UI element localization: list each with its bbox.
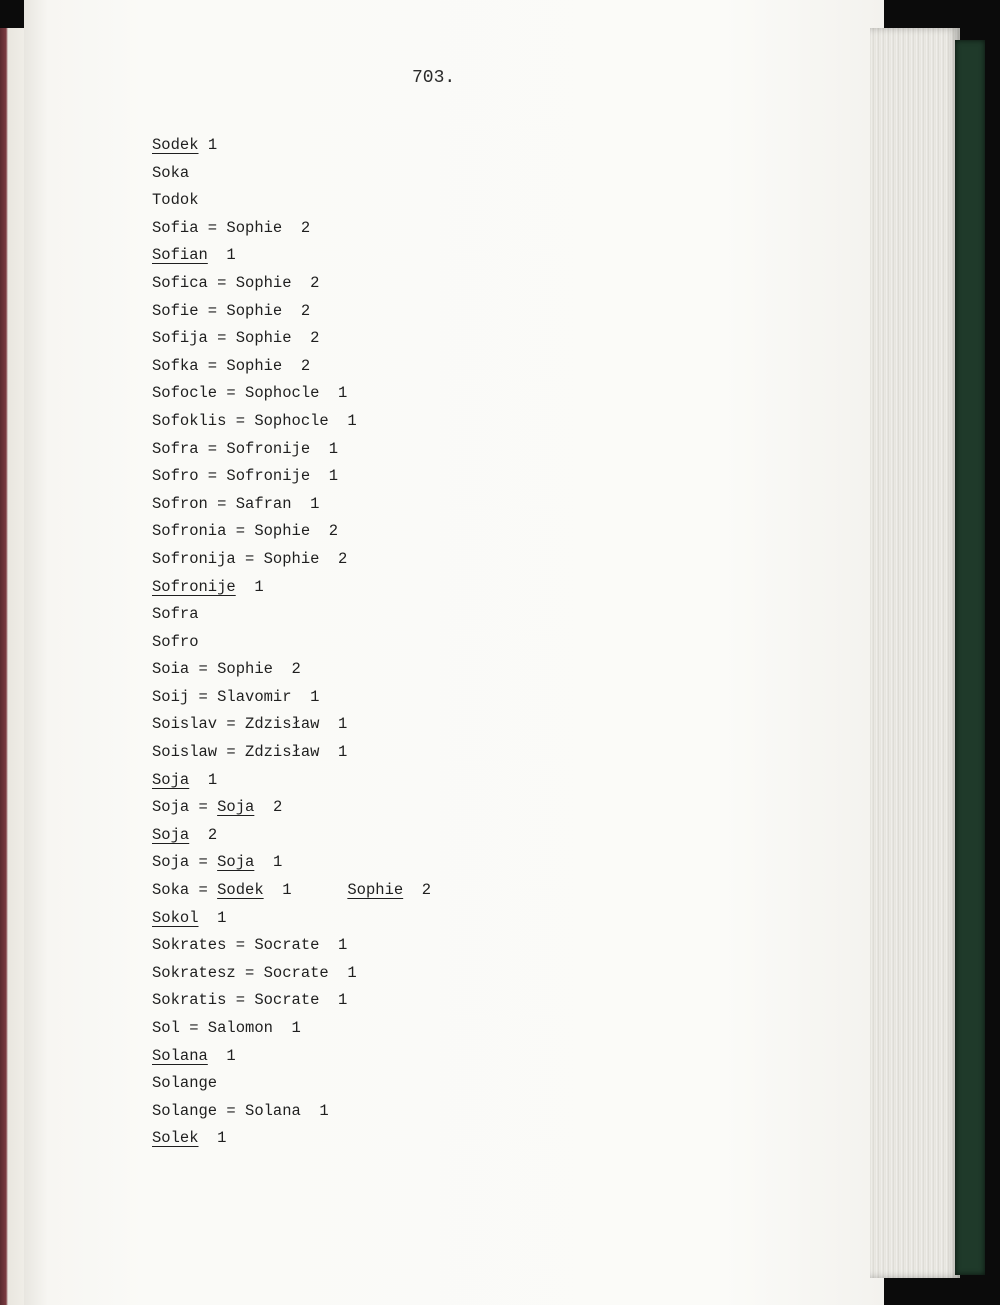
entry-text: Sofian xyxy=(152,246,208,265)
entry-reference: Sophie xyxy=(347,881,404,900)
entry-line xyxy=(152,298,431,326)
entry-reference: Soja xyxy=(217,853,255,872)
entry-count: 1 xyxy=(198,136,218,154)
entry-text: Sofie = Sophie 2 xyxy=(152,301,311,320)
entry-text: Sokrates = Socrate 1 xyxy=(152,936,348,955)
entry-text: Sofro xyxy=(152,632,199,651)
entry-count: 1 xyxy=(189,770,218,789)
entry-line xyxy=(152,1098,431,1126)
entry-text: Sokratis = Socrate 1 xyxy=(152,991,348,1010)
entry-line xyxy=(152,270,431,298)
entry-text: Soislav = Zdzisław 1 xyxy=(152,715,348,734)
entry-text: Sofro = Sofronije 1 xyxy=(152,467,339,486)
entry-line xyxy=(152,574,431,602)
entry-text: Soja = xyxy=(152,798,218,817)
entry-text: Sofoklis = Sophocle 1 xyxy=(152,411,357,430)
entry-line xyxy=(152,408,431,436)
entry-text: Soja = xyxy=(152,853,218,872)
entry-count: 1 xyxy=(207,1046,236,1065)
entry-count: 1 xyxy=(254,853,283,872)
entry-line xyxy=(152,160,431,188)
entry-text: Sofra xyxy=(152,605,199,624)
entry-reference: Sodek xyxy=(217,881,264,900)
entry-count: 1 xyxy=(235,577,264,596)
entry-line xyxy=(152,518,431,546)
entry-text: Sofka = Sophie 2 xyxy=(152,356,311,375)
entry-text: Sofija = Sophie 2 xyxy=(152,329,320,348)
book-cover-right xyxy=(955,40,985,1275)
entry-line xyxy=(152,767,431,795)
entry-text: Sokratesz = Socrate 1 xyxy=(152,963,357,982)
entry-line xyxy=(152,353,431,381)
entry-text: Sol = Salomon 1 xyxy=(152,1019,301,1037)
entry-line xyxy=(152,877,431,905)
entry-text: Sofocle = Sophocle 1 xyxy=(152,384,348,403)
entry-text: Sofra = Sofronije 1 xyxy=(152,439,339,458)
entry-line xyxy=(152,794,431,822)
page-block-edge xyxy=(870,28,960,1278)
entry-line xyxy=(152,1043,431,1071)
document-page xyxy=(24,0,884,1305)
entry-text: Soja xyxy=(152,770,190,789)
entry-line xyxy=(152,629,431,657)
page-number: 703. xyxy=(412,68,456,88)
entry-line xyxy=(152,436,431,464)
entry-line xyxy=(152,905,431,933)
entry-line xyxy=(152,132,431,160)
entry-text: Sofron = Safran 1 xyxy=(152,494,320,513)
entry-text: Soja xyxy=(152,825,190,844)
entry-line xyxy=(152,546,431,574)
entry-line xyxy=(152,932,431,960)
entry-count: 1 xyxy=(198,1129,227,1148)
entry-text: Solana xyxy=(152,1046,208,1065)
entry-line xyxy=(152,491,431,519)
entry-line xyxy=(152,656,431,684)
entry-text: Sokol xyxy=(152,908,199,927)
entry-line xyxy=(152,601,431,629)
entry-text: Sofronia = Sophie 2 xyxy=(152,522,339,541)
entry-line xyxy=(152,960,431,988)
entry-line xyxy=(152,849,431,877)
entry-text: Solange xyxy=(152,1074,218,1093)
entry-line xyxy=(152,463,431,491)
entry-line xyxy=(152,987,431,1015)
name-entry-list xyxy=(152,132,431,1153)
entry-count: 2 xyxy=(403,881,432,900)
entry-text: Soij = Slavomir 1 xyxy=(152,687,320,706)
entry-text: Sofronije xyxy=(152,577,236,596)
entry-text: Soia = Sophie 2 xyxy=(152,660,301,679)
entry-count: 2 xyxy=(254,798,283,817)
entry-line xyxy=(152,822,431,850)
entry-count: 1 xyxy=(207,246,236,265)
entry-text: Sofronija = Sophie 2 xyxy=(152,549,348,568)
entry-text: Sofia = Sophie 2 xyxy=(152,218,311,237)
entry-line xyxy=(152,1015,431,1043)
entry-text: Soka = xyxy=(152,881,218,900)
entry-text: Sofica = Sophie 2 xyxy=(152,273,320,292)
entry-line xyxy=(152,380,431,408)
entry-text: Todok xyxy=(152,191,199,210)
entry-line xyxy=(152,1070,431,1098)
entry-count: 1 xyxy=(263,881,292,900)
entry-text: Soka xyxy=(152,163,190,182)
spacer xyxy=(292,881,348,899)
entry-text: Solek xyxy=(152,1129,199,1148)
entry-text: Sodek xyxy=(152,136,199,154)
entry-text: Solange = Solana 1 xyxy=(152,1101,329,1120)
entry-line xyxy=(152,1125,431,1153)
entry-count: 2 xyxy=(189,825,218,844)
entry-line xyxy=(152,325,431,353)
entry-line xyxy=(152,739,431,767)
entry-line xyxy=(152,215,431,243)
entry-count: 1 xyxy=(198,908,227,927)
entry-line xyxy=(152,684,431,712)
entry-text: Soislaw = Zdzisław 1 xyxy=(152,743,348,762)
entry-line xyxy=(152,711,431,739)
entry-reference: Soja xyxy=(217,798,255,817)
entry-line xyxy=(152,187,431,215)
entry-line xyxy=(152,242,431,270)
